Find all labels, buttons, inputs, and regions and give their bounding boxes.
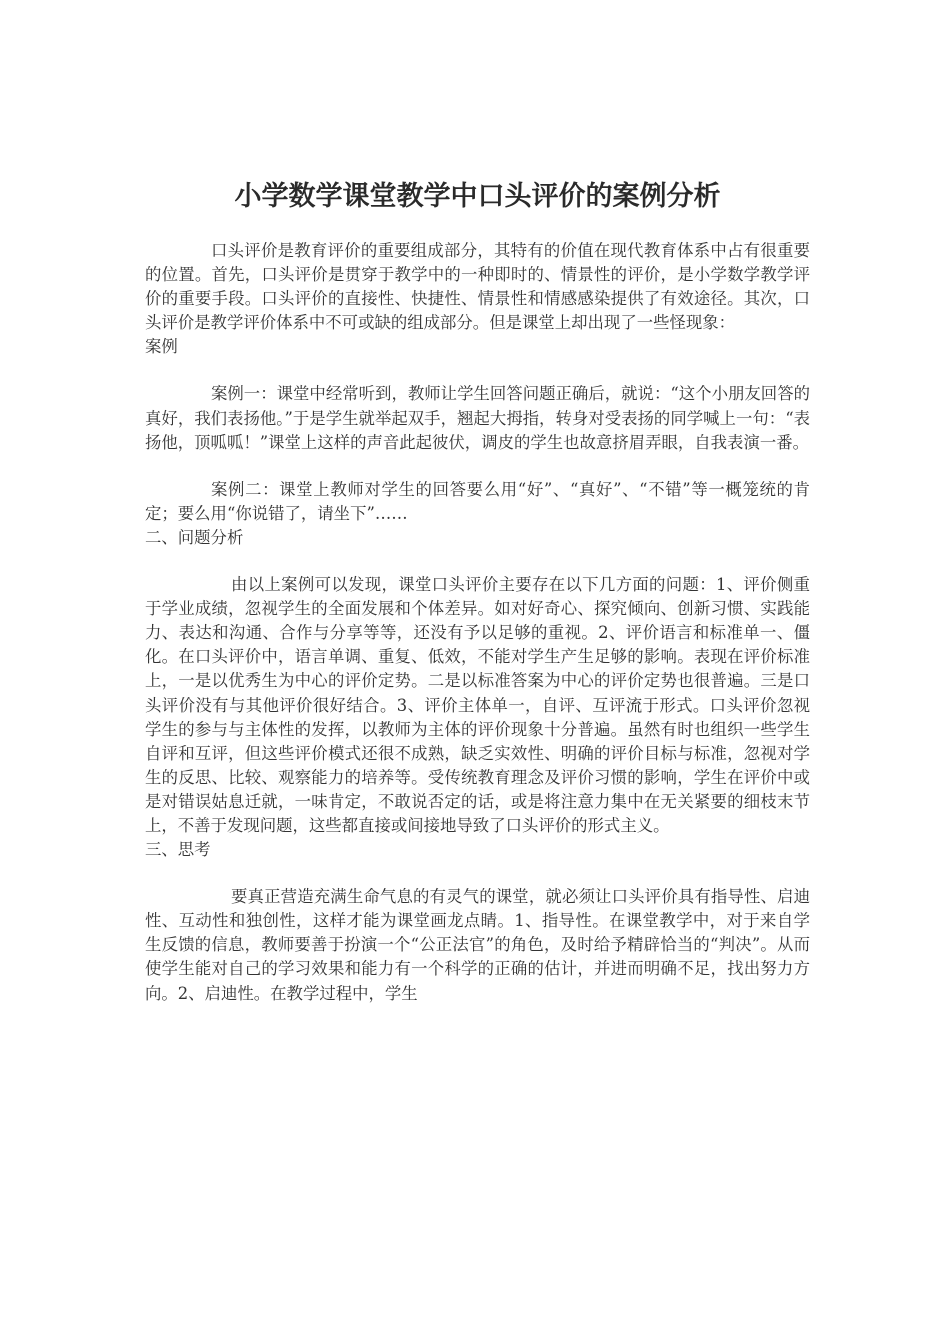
section-heading-thinking: 三、思考 bbox=[145, 840, 211, 860]
thinking-paragraph: 要真正营造充满生命气息的有灵气的课堂，就必须让口头评价具有指导性、启迪性、互动性和独创性，这样才能为课堂画龙点睛。1、指导性。在课堂教学中，对于来自学生反馈的信息，教师要善于扮演一个“公正法官”的角色，及时给予精辟恰当的“判决”。从而使学生能对自己的学习效果和能力有一个科学的正确的估计，并进而明确不足，找出努力方向。2、启迪性。在教学过程中，学生 bbox=[145, 887, 810, 1003]
document-title: 小学数学课堂教学中口头评价的案例分析 bbox=[234, 181, 721, 212]
section-heading-cases: 案例 bbox=[145, 337, 178, 357]
intro-paragraph: 口头评价是教育评价的重要组成部分，其特有的价值在现代教育体系中占有很重要的位置。首先，口头评价是贯穿于教学中的一种即时的、情景性的评价，是小学数学教学评价的重要手段。口头评价的直接性、快捷性、情景性和情感感染提供了有效途径。其次，口头评价是教学评价体系中不可或缺的组成部分。但是课堂上却出现了一些怪现象： bbox=[145, 241, 810, 333]
case-two-paragraph: 案例二：课堂上教师对学生的回答要么用“好”、“真好”、“不错”等一概笼统的肯定；要么用“你说错了，请坐下”…… bbox=[145, 479, 810, 523]
case-one-paragraph: 案例一：课堂中经常听到，教师让学生回答问题正确后，就说：“这个小朋友回答的真好，我们表扬他。”于是学生就举起双手，翘起大拇指，转身对受表扬的同学喊上一句：“表扬他，顶呱呱！”课堂上这样的声音此起彼伏，调皮的学生也故意挤眉弄眼，自我表演一番。 bbox=[145, 384, 810, 452]
analysis-paragraph: 由以上案例可以发现，课堂口头评价主要存在以下几方面的问题：1、评价侧重于学业成绩，忽视学生的全面发展和个体差异。如对好奇心、探究倾向、创新习惯、实践能力、表达和沟通、合作与分享等等，还没有予以足够的重视。2、评价语言和标准单一、僵化。在口头评价中，语言单调、重复、低效，不能对学生产生足够的影响。表现在评价标准上，一是以优秀生为中心的评价定势。二是以标准答案为中心的评价定势也很普遍。三是口头评价没有与其他评价很好结合。3、评价主体单一，自评、互评流于形式。口头评价忽视学生的参与与主体性的发挥，以教师为主体的评价现象十分普遍。虽然有时也组织一些学生自评和互评，但这些评价模式还很不成熟，缺乏实效性、明确的评价目标与标准，忽视对学生的反思、比较、观察能力的培养等。受传统教育理念及评价习惯的影响，学生在评价中或是对错误姑息迁就，一味肯定，不敢说否定的话，或是将注意力集中在无关紧要的细枝末节上，不善于发现问题，这些都直接或间接地导致了口头评价的形式主义。 bbox=[145, 575, 810, 835]
document-body bbox=[145, 239, 810, 1006]
section-heading-analysis: 二、问题分析 bbox=[145, 527, 244, 547]
